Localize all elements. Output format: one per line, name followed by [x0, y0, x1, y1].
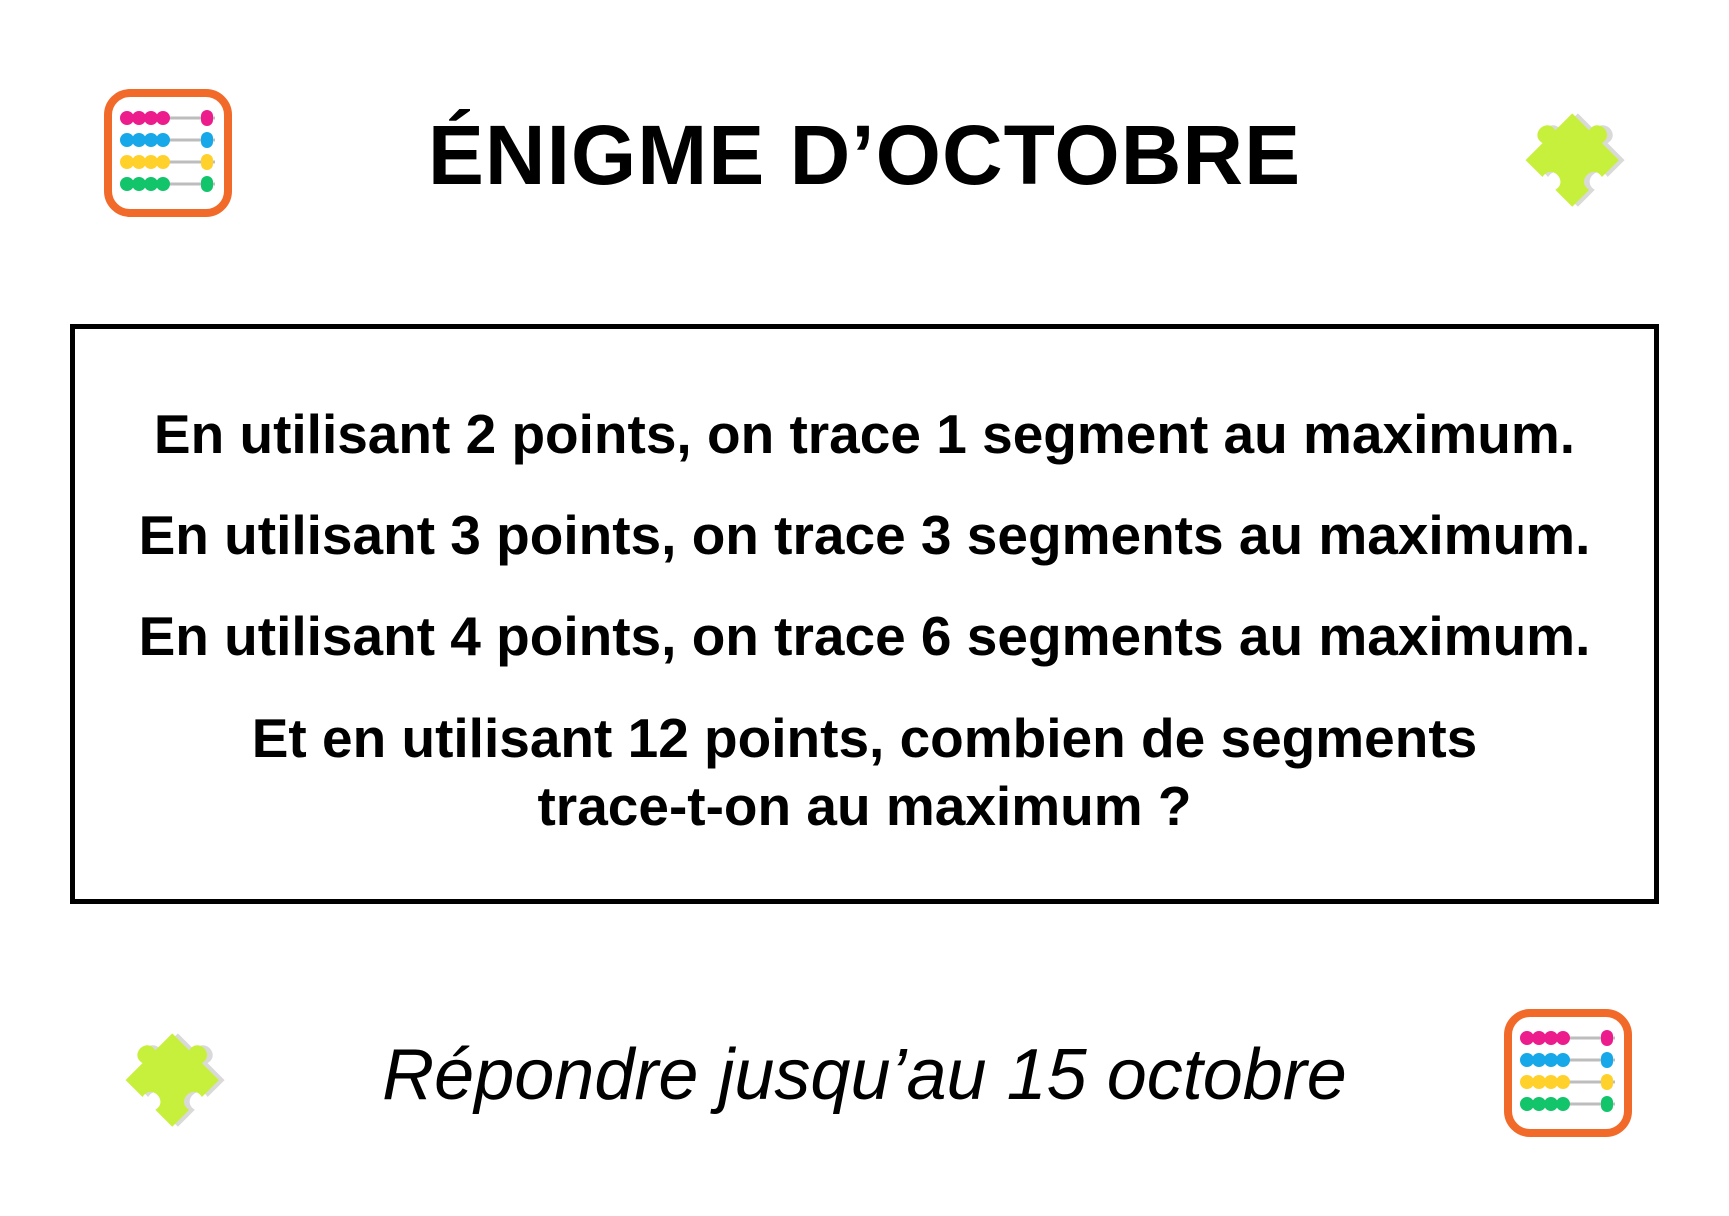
riddle-question: Et en utilisant 12 points, combien de segments trace-t-on au maximum ?	[251, 707, 1478, 837]
riddle-text	[75, 401, 1654, 840]
page-title: ÉNIGME D’OCTOBRE	[427, 108, 1302, 202]
riddle-line: En utilisant 2 points, on trace 1 segment au maximum.	[153, 403, 1576, 465]
deadline-text: Répondre jusqu’au 15 octobre	[382, 1035, 1347, 1115]
abacus-icon	[1503, 1008, 1633, 1138]
riddle-box	[70, 324, 1659, 904]
riddle-line: En utilisant 4 points, on trace 6 segments au maximum.	[138, 605, 1591, 667]
riddle-line: En utilisant 3 points, on trace 3 segments au maximum.	[138, 504, 1591, 566]
puzzle-piece-icon	[1503, 88, 1633, 218]
